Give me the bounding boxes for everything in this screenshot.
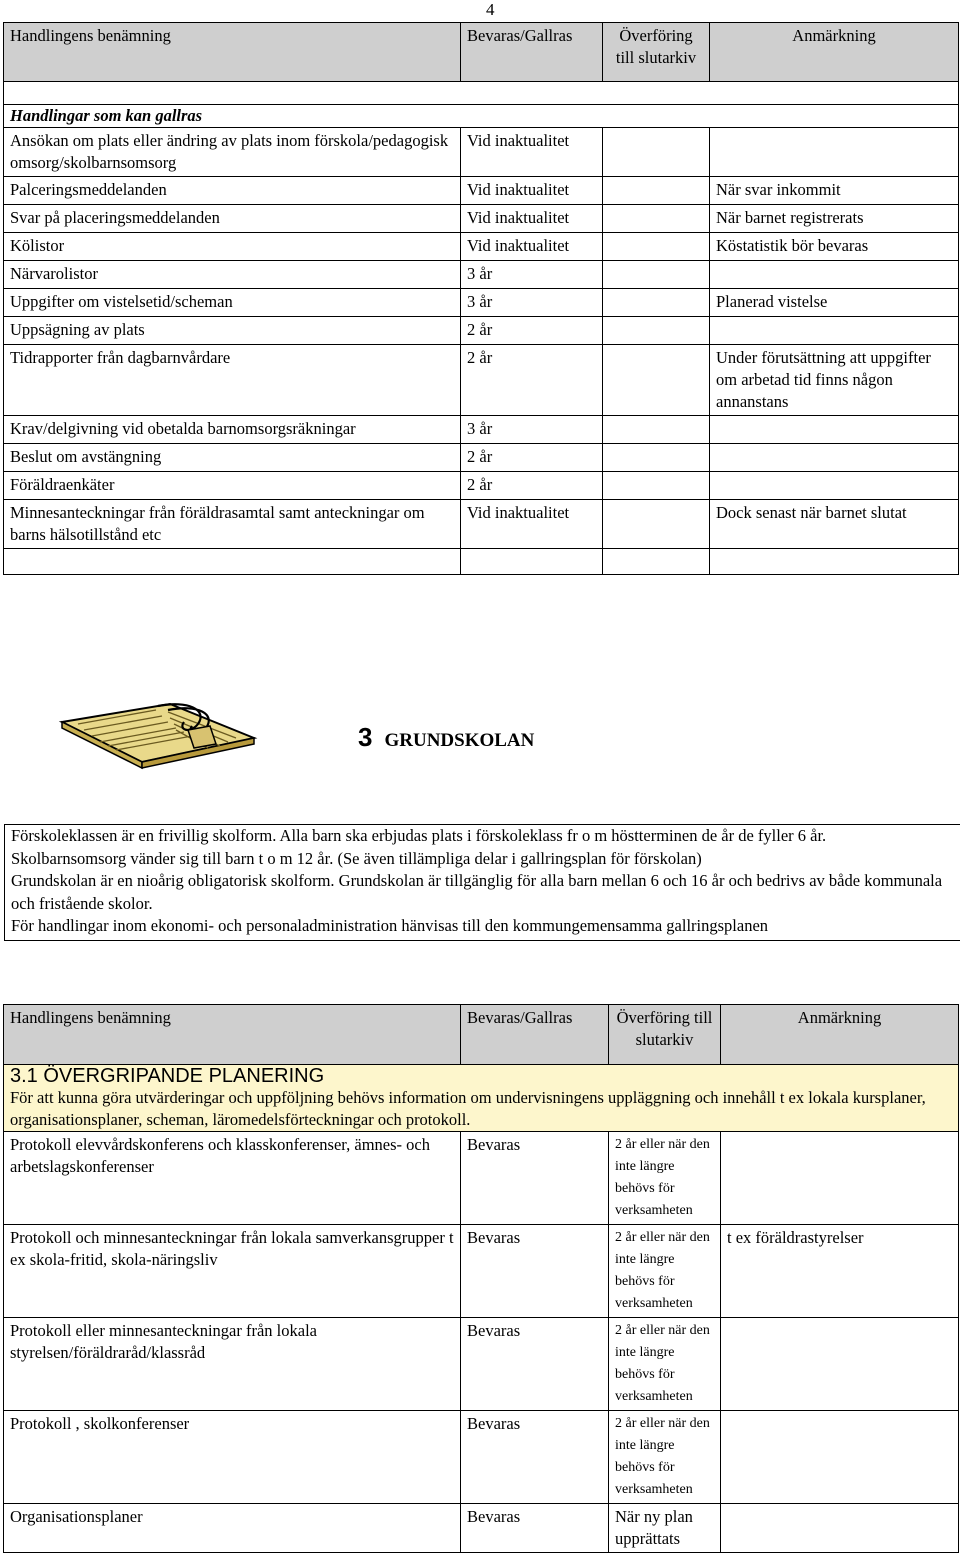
row-keep: 3 år xyxy=(461,416,603,444)
row-transfer xyxy=(603,444,710,472)
table-row xyxy=(4,500,959,549)
row-transfer xyxy=(603,233,710,261)
row-transfer xyxy=(603,472,710,500)
row-note: När barnet registrerats xyxy=(710,205,959,233)
row-keep: Bevaras xyxy=(461,1504,609,1553)
table-row xyxy=(4,1318,959,1411)
intro-paragraph: För handlingar inom ekonomi- och personaladministration hänvisas till den kommungemensamma gallringsplanen xyxy=(11,916,769,935)
retention-table-preschool xyxy=(3,22,959,575)
row-note xyxy=(721,1318,959,1411)
section-number: 3 xyxy=(358,722,373,752)
row-keep: 2 år xyxy=(461,345,603,416)
row-name: Protokoll och minnesanteckningar från lokala samverkansgrupper t ex skola-fritid, skola-näringsliv xyxy=(4,1225,461,1318)
subsection-row xyxy=(4,1065,959,1132)
table-row xyxy=(4,1504,959,1553)
header-name: Handlingens benämning xyxy=(4,1005,461,1065)
header-keep: Bevaras/Gallras xyxy=(461,23,603,82)
table-row xyxy=(4,261,959,289)
header-transfer: Överföring till slutarkiv xyxy=(603,23,710,82)
header-note: Anmärkning xyxy=(721,1005,959,1065)
row-name: Ansökan om plats eller ändring av plats inom förskola/pedagogisk omsorg/skolbarnsomsorg xyxy=(4,128,461,177)
row-transfer xyxy=(603,289,710,317)
row-note: Under förutsättning att uppgifter om arbetad tid finns någon annanstans xyxy=(710,345,959,416)
header-name: Handlingens benämning xyxy=(4,23,461,82)
row-transfer xyxy=(603,500,710,549)
row-transfer xyxy=(603,416,710,444)
row-name: Minnesanteckningar från föräldrasamtal samt anteckningar om barns hälsotillstånd etc xyxy=(4,500,461,549)
row-name: Beslut om avstängning xyxy=(4,444,461,472)
table-row xyxy=(4,345,959,416)
row-keep: Vid inaktualitet xyxy=(461,500,603,549)
table-header-row xyxy=(4,23,959,82)
row-note xyxy=(710,444,959,472)
page-number: 4 xyxy=(486,0,495,19)
table-header-row xyxy=(4,1005,959,1065)
header-note: Anmärkning xyxy=(710,23,959,82)
row-name: Uppsägning av plats xyxy=(4,317,461,345)
table-row xyxy=(4,317,959,345)
row-transfer: 2 år eller när den inte längre behövs för verksamheten xyxy=(609,1411,721,1504)
intro-paragraph: Förskoleklassen är en frivillig skolform. Alla barn ska erbjudas plats i förskoleklass fr o m höstterminen de år de fyller 6 år. xyxy=(11,826,827,845)
row-note: När svar inkommit xyxy=(710,177,959,205)
row-keep: Bevaras xyxy=(461,1411,609,1504)
section-row xyxy=(4,105,959,128)
row-name: Organisationsplaner xyxy=(4,1504,461,1553)
row-note xyxy=(710,128,959,177)
row-note xyxy=(710,261,959,289)
row-note xyxy=(721,1504,959,1553)
table-row xyxy=(4,416,959,444)
row-keep: 2 år xyxy=(461,444,603,472)
section-title: GRUNDSKOLAN xyxy=(384,730,535,751)
row-name: Kölistor xyxy=(4,233,461,261)
table-row xyxy=(4,472,959,500)
table-row xyxy=(4,1411,959,1504)
header-transfer: Överföring till slutarkiv xyxy=(609,1005,721,1065)
row-transfer xyxy=(603,317,710,345)
row-keep: 2 år xyxy=(461,317,603,345)
subsection-text: För att kunna göra utvärderingar och uppföljning behövs information om undervisningens uppläggning och innehåll t ex lokala kursplaner, organisationsplaner, scheman, läromedelsförteckningar och protokoll. xyxy=(10,1088,926,1129)
table-row xyxy=(4,289,959,317)
row-transfer xyxy=(603,177,710,205)
retention-table-school xyxy=(3,1004,959,1553)
row-note: t ex föräldrastyrelser xyxy=(721,1225,959,1318)
row-keep: 3 år xyxy=(461,261,603,289)
table-row xyxy=(4,233,959,261)
section-heading xyxy=(358,722,534,753)
row-name: Krav/delgivning vid obetalda barnomsorgsräkningar xyxy=(4,416,461,444)
row-note xyxy=(721,1411,959,1504)
row-keep: 2 år xyxy=(461,472,603,500)
row-keep: 3 år xyxy=(461,289,603,317)
row-name: Uppgifter om vistelsetid/scheman xyxy=(4,289,461,317)
row-name: Svar på placeringsmeddelanden xyxy=(4,205,461,233)
row-name: Palceringsmeddelanden xyxy=(4,177,461,205)
spacer-row xyxy=(4,82,959,105)
row-transfer xyxy=(603,345,710,416)
row-note xyxy=(710,317,959,345)
table-row xyxy=(4,128,959,177)
row-keep: Bevaras xyxy=(461,1318,609,1411)
table-row xyxy=(4,444,959,472)
row-note xyxy=(710,472,959,500)
row-keep: Vid inaktualitet xyxy=(461,128,603,177)
intro-paragraph: Skolbarnsomsorg vänder sig till barn t o m 12 år. (Se även tillämpliga delar i gallringsplan för förskolan) xyxy=(11,848,702,868)
row-transfer: 2 år eller när den inte längre behövs för verksamheten xyxy=(609,1132,721,1225)
subsection-title: 3.1 ÖVERGRIPANDE PLANERING xyxy=(10,1065,325,1087)
row-keep: Bevaras xyxy=(461,1132,609,1225)
row-transfer xyxy=(603,205,710,233)
table-row xyxy=(4,1225,959,1318)
row-name: Tidrapporter från dagbarnvårdare xyxy=(4,345,461,416)
row-note: Planerad vistelse xyxy=(710,289,959,317)
row-transfer xyxy=(603,261,710,289)
header-keep: Bevaras/Gallras xyxy=(461,1005,609,1065)
intro-box xyxy=(4,824,960,941)
row-transfer: 2 år eller när den inte längre behövs för verksamheten xyxy=(609,1318,721,1411)
row-keep: Vid inaktualitet xyxy=(461,233,603,261)
row-transfer: 2 år eller när den inte längre behövs för verksamheten xyxy=(609,1225,721,1318)
section-title: Handlingar som kan gallras xyxy=(4,105,959,128)
intro-paragraph: Grundskolan är en nioårig obligatorisk skolform. Grundskolan är tillgänglig för alla barn mellan 6 och 16 år och bedrivs av både kommunala och fristående skolor. xyxy=(11,871,943,913)
row-name: Närvarolistor xyxy=(4,261,461,289)
row-keep: Vid inaktualitet xyxy=(461,177,603,205)
row-name: Protokoll eller minnesanteckningar från lokala styrelsen/föräldraråd/klassråd xyxy=(4,1318,461,1411)
table-row xyxy=(4,205,959,233)
empty-row xyxy=(4,549,959,575)
row-keep: Bevaras xyxy=(461,1225,609,1318)
notebook-icon xyxy=(58,700,258,770)
row-transfer xyxy=(603,128,710,177)
row-name: Protokoll , skolkonferenser xyxy=(4,1411,461,1504)
row-note: Dock senast när barnet slutat xyxy=(710,500,959,549)
row-name: Föräldraenkäter xyxy=(4,472,461,500)
row-note: Köstatistik bör bevaras xyxy=(710,233,959,261)
row-name: Protokoll elevvårdskonferens och klasskonferenser, ämnes- och arbetslagskonferenser xyxy=(4,1132,461,1225)
table-row xyxy=(4,1132,959,1225)
table-row xyxy=(4,177,959,205)
row-note xyxy=(710,416,959,444)
row-note xyxy=(721,1132,959,1225)
row-transfer: När ny plan upprättats xyxy=(609,1504,721,1553)
row-keep: Vid inaktualitet xyxy=(461,205,603,233)
